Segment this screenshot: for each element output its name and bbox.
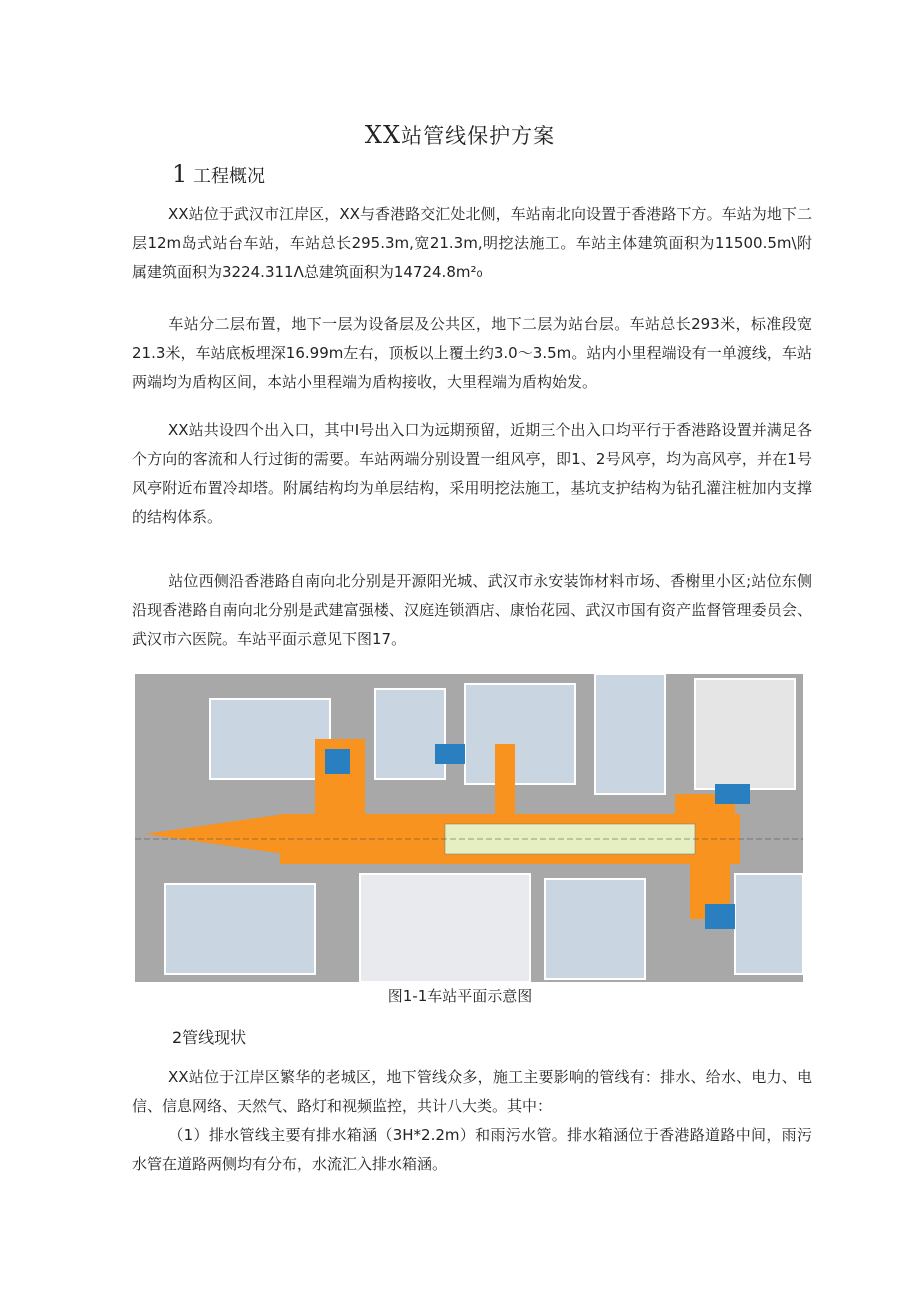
paragraph-6: （1）排水管线主要有排水箱涵（3H*2.2m）和雨污水管。排水箱涵位于香港路道路中间，雨污水管在道路两侧均有分布，水流汇入排水箱涵。 [132, 1126, 812, 1173]
building-block-se [735, 874, 803, 974]
building-block-n1 [375, 689, 445, 779]
figure-caption: 图1-1车站平面示意图 [387, 987, 533, 1005]
paragraph-3: XX站共设四个出入口，其中I号出入口为远期预留，近期三个出入口均平行于香港路设置并满足各个方向的客流和人行过街的需要。车站两端分别设置一组风亭，即1、2号风亭，均为高风亭，并在1号风亭附近布置冷却塔。附属结构均为单层结构，采用明挖法施工，基坑支护结构为钻孔灌注桩加内支撑的结构体系。 [132, 421, 812, 526]
entrance-n [495, 744, 515, 819]
station-plan-figure [135, 674, 803, 982]
building-block-s2 [545, 879, 645, 979]
building-block-n3 [595, 674, 665, 794]
building-block-n2 [465, 684, 575, 784]
paragraph-2: 车站分二层布置，地下一层为设备层及公共区，地下二层为站台层。车站总长293米，标准段宽21.3米，车站底板埋深16.99m左右，顶板以上覆土约3.0～3.5m。站内小里程端设有一单渡线，车站两端均为盾构区间，本站小里程端为盾构接收，大里程端为盾构始发。 [132, 315, 812, 391]
vent-shaft-3 [715, 784, 750, 804]
paragraph-4: 站位西侧沿香港路自南向北分别是开源阳光城、武汉市永安装饰材料市场、香榭里小区;站位东侧沿现香港路自南向北分别是武建富强楼、汉庭连锁酒店、康怡花园、武汉市国有资产监督管理委员会、武汉市六医院。车站平面示意见下图17。 [132, 572, 812, 648]
section-1-heading: 1 工程概况 [172, 160, 266, 188]
page-title: XX站管线保护方案 [364, 121, 556, 149]
section-2-heading: 2管线现状 [172, 1028, 247, 1047]
building-block-nw [210, 699, 330, 779]
station-plan-map [135, 674, 803, 982]
paragraph-5: XX站位于江岸区繁华的老城区，地下管线众多，施工主要影响的管线有：排水、给水、电力、电信、信息网络、天然气、路灯和视频监控，共计八大类。其中： [132, 1068, 812, 1115]
building-block-s1 [360, 874, 530, 982]
vent-shaft-2 [435, 744, 465, 764]
paragraph-1: XX站位于武汉市江岸区，XX与香港路交汇处北侧，车站南北向设置于香港路下方。车站为地下二层12m岛式站台车站，车站总长295.3m,宽21.3m,明挖法施工。车站主体建筑面积为11500.5m\附属建筑面积为3224.311Λ总建筑面积为14724.8m²₀ [132, 205, 812, 281]
vent-shaft-4 [705, 904, 735, 929]
building-block-ne [695, 679, 795, 789]
building-block-sw [165, 884, 315, 974]
vent-shaft-1 [325, 749, 350, 774]
